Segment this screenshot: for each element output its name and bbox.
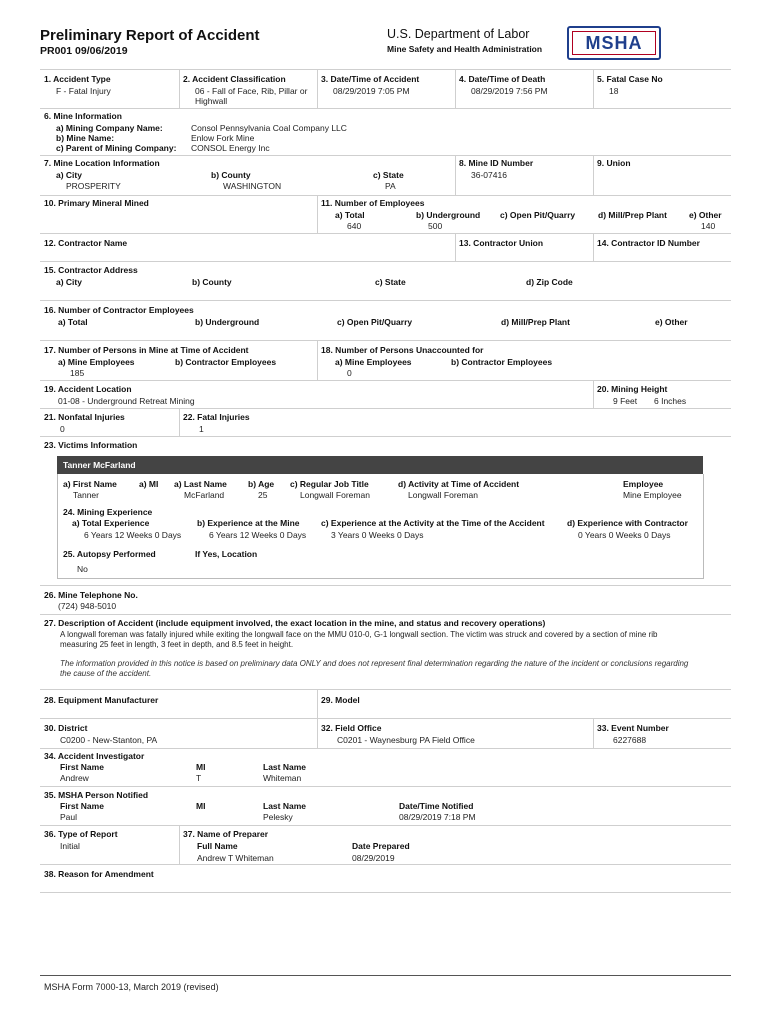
f15-a: a) City	[56, 277, 82, 287]
f35-label: 35. MSHA Person Notified	[44, 790, 149, 800]
f1-label: 1. Accident Type	[44, 74, 111, 84]
f11-e-label: e) Other	[689, 210, 722, 220]
f11-e-value: 140	[701, 221, 716, 231]
victim-first: Tanner	[73, 490, 99, 500]
f6-a-value: Consol Pennsylvania Coal Company LLC	[191, 123, 347, 133]
f17-a-label: a) Mine Employees	[58, 357, 135, 367]
f35-first: Paul	[60, 812, 78, 822]
f6-b-value: Enlow Fork Mine	[191, 133, 255, 143]
f35-dt: 08/29/2019 7:18 PM	[399, 812, 476, 822]
f19-label: 19. Accident Location	[44, 384, 132, 394]
f27-line1: A longwall foreman was fatally injured while exiting the longwall face on the MMU 010-0, G-1 longwall section. The victim was struck and covered by a section of mine rib	[60, 630, 658, 639]
f18-b-label: b) Contractor Employees	[451, 357, 553, 367]
f38-label: 38. Reason for Amendment	[44, 869, 154, 879]
f28-label: 28. Equipment Manufacturer	[44, 695, 159, 705]
victim-emp-label: Employee	[623, 479, 664, 489]
f27-note1: The information provided in this notice is based on preliminary data ONLY and does not represent final determination regarding the nature of the incident or conclusions regarding	[60, 659, 689, 668]
f15-b: b) County	[192, 277, 232, 287]
f34-mi: T	[196, 773, 202, 783]
f24-label: 24. Mining Experience	[63, 507, 153, 517]
f30-label: 30. District	[44, 723, 88, 733]
f36-value: Initial	[60, 841, 80, 851]
f16-b: b) Underground	[195, 317, 260, 327]
agency-name: Mine Safety and Health Administration	[387, 44, 543, 54]
f33-label: 33. Event Number	[597, 723, 669, 733]
victim-age: 25	[258, 490, 268, 500]
f7-a-value: PROSPERITY	[66, 181, 121, 191]
f20-feet: 9 Feet	[613, 396, 638, 406]
f22-value: 1	[199, 424, 204, 434]
f13-label: 13. Contractor Union	[459, 238, 544, 248]
f1-value: F - Fatal Injury	[56, 86, 111, 96]
report-id: PR001 09/06/2019	[40, 45, 128, 57]
f34-last: Whiteman	[263, 773, 302, 783]
f11-b-value: 500	[428, 221, 443, 231]
f27-line2: measuring 25 feet in length, 3 feet in depth, and 8.5 feet in height.	[60, 640, 294, 649]
f35-last: Pelesky	[263, 812, 293, 822]
f15-label: 15. Contractor Address	[44, 265, 138, 275]
f11-c-label: c) Open Pit/Quarry	[500, 210, 576, 220]
f34-mi-label: MI	[196, 762, 206, 772]
divider	[40, 69, 731, 70]
f24-d-label: d) Experience with Contractor	[567, 518, 688, 528]
f37-date-label: Date Prepared	[352, 841, 410, 851]
f22-label: 22. Fatal Injuries	[183, 412, 250, 422]
msha-logo: MSHA	[567, 26, 661, 60]
f20-inches: 6 Inches	[654, 396, 687, 406]
f12-label: 12. Contractor Name	[44, 238, 128, 248]
f16-d: d) Mill/Prep Plant	[501, 317, 570, 327]
f36-label: 36. Type of Report	[44, 829, 118, 839]
f6-a-label: a) Mining Company Name:	[56, 123, 163, 133]
f25-ifyes-label: If Yes, Location	[195, 549, 258, 559]
f24-b-label: b) Experience at the Mine	[197, 518, 300, 528]
f15-c: c) State	[375, 277, 406, 287]
f11-label: 11. Number of Employees	[321, 198, 425, 208]
f32-label: 32. Field Office	[321, 723, 382, 733]
victim-age-label: b) Age	[248, 479, 275, 489]
f21-label: 21. Nonfatal Injuries	[44, 412, 125, 422]
f6-c-value: CONSOL Energy Inc	[191, 143, 270, 153]
f14-label: 14. Contractor ID Number	[597, 238, 700, 248]
victim-job-label: c) Regular Job Title	[290, 479, 369, 489]
f20-label: 20. Mining Height	[597, 384, 668, 394]
f33-value: 6227688	[613, 735, 647, 745]
f11-a-value: 640	[347, 221, 362, 231]
f24-a-value: 6 Years 12 Weeks 0 Days	[84, 530, 182, 540]
f34-label: 34. Accident Investigator	[44, 751, 145, 761]
victim-first-label: a) First Name	[63, 479, 117, 489]
f35-mi-label: MI	[196, 801, 206, 811]
f7-a-label: a) City	[56, 170, 82, 180]
victim-job: Longwall Foreman	[300, 490, 370, 500]
f16-e: e) Other	[655, 317, 688, 327]
f34-last-label: Last Name	[263, 762, 306, 772]
f23-label: 23. Victims Information	[44, 440, 138, 450]
form-footer: MSHA Form 7000-13, March 2019 (revised)	[44, 982, 219, 992]
f24-d-value: 0 Years 0 Weeks 0 Days	[578, 530, 671, 540]
f4-label: 4. Date/Time of Death	[459, 74, 546, 84]
victim-header: Tanner McFarland	[57, 456, 703, 474]
f7-b-value: WASHINGTON	[223, 181, 282, 191]
victim-last-label: a) Last Name	[174, 479, 227, 489]
f29-label: 29. Model	[321, 695, 360, 705]
f24-c-label: c) Experience at the Activity at the Time of the Accident	[321, 518, 545, 528]
victim-emp: Mine Employee	[623, 490, 682, 500]
page-title: Preliminary Report of Accident	[40, 27, 260, 44]
f3-label: 3. Date/Time of Accident	[321, 74, 420, 84]
f24-b-value: 6 Years 12 Weeks 0 Days	[209, 530, 307, 540]
f24-a-label: a) Total Experience	[72, 518, 150, 528]
f32-value: C0201 - Waynesburg PA Field Office	[337, 735, 475, 745]
f11-b-label: b) Underground	[416, 210, 481, 220]
f7-label: 7. Mine Location Information	[44, 158, 160, 168]
f8-value: 36-07416	[471, 170, 507, 180]
f35-dt-label: Date/Time Notified	[399, 801, 474, 811]
f16-a: a) Total	[58, 317, 88, 327]
f18-label: 18. Number of Persons Unaccounted for	[321, 345, 484, 355]
f18-a-label: a) Mine Employees	[335, 357, 412, 367]
f4-value: 08/29/2019 7:56 PM	[471, 86, 548, 96]
f2-value-2: Highwall	[195, 96, 228, 106]
f25-value: No	[77, 564, 88, 574]
f6-c-label: c) Parent of Mining Company:	[56, 143, 177, 153]
victim-mi-label: a) MI	[139, 479, 159, 489]
f37-full-label: Full Name	[197, 841, 238, 851]
f11-a-label: a) Total	[335, 210, 365, 220]
f34-first-label: First Name	[60, 762, 104, 772]
f37-full: Andrew T Whiteman	[197, 853, 274, 863]
f24-c-value: 3 Years 0 Weeks 0 Days	[331, 530, 424, 540]
f2-value-1: 06 - Fall of Face, Rib, Pillar or	[195, 86, 308, 96]
f17-label: 17. Number of Persons in Mine at Time of Accident	[44, 345, 249, 355]
f16-label: 16. Number of Contractor Employees	[44, 305, 194, 315]
f27-note2: the cause of the accident.	[60, 669, 152, 678]
dept-name: U.S. Department of Labor	[387, 27, 530, 41]
f8-label: 8. Mine ID Number	[459, 158, 534, 168]
f18-a-value: 0	[347, 368, 352, 378]
f6-b-label: b) Mine Name:	[56, 133, 115, 143]
victim-activity: Longwall Foreman	[408, 490, 478, 500]
f37-label: 37. Name of Preparer	[183, 829, 269, 839]
f5-value: 18	[609, 86, 619, 96]
f3-value: 08/29/2019 7:05 PM	[333, 86, 410, 96]
f34-first: Andrew	[60, 773, 89, 783]
f2-label: 2. Accident Classification	[183, 74, 286, 84]
f9-label: 9. Union	[597, 158, 631, 168]
f30-value: C0200 - New-Stanton, PA	[60, 735, 158, 745]
f21-value: 0	[60, 424, 65, 434]
f25-label: 25. Autopsy Performed	[63, 549, 156, 559]
f7-b-label: b) County	[211, 170, 251, 180]
f17-a-value: 185	[70, 368, 85, 378]
f16-c: c) Open Pit/Quarry	[337, 317, 413, 327]
f35-last-label: Last Name	[263, 801, 306, 811]
f19-value: 01-08 - Underground Retreat Mining	[58, 396, 195, 406]
f26-value: (724) 948-5010	[58, 601, 117, 611]
victim-last: McFarland	[184, 490, 225, 500]
f26-label: 26. Mine Telephone No.	[44, 590, 138, 600]
f5-label: 5. Fatal Case No	[597, 74, 663, 84]
victim-activity-label: d) Activity at Time of Accident	[398, 479, 520, 489]
f7-c-value: PA	[385, 181, 396, 191]
f10-label: 10. Primary Mineral Mined	[44, 198, 149, 208]
f35-first-label: First Name	[60, 801, 104, 811]
f11-d-label: d) Mill/Prep Plant	[598, 210, 667, 220]
f37-date: 08/29/2019	[352, 853, 395, 863]
f6-label: 6. Mine Information	[44, 111, 122, 121]
f7-c-label: c) State	[373, 170, 404, 180]
f27-label: 27. Description of Accident (include equipment involved, the exact location in the mine, and status and recovery operations)	[44, 618, 546, 628]
f15-d: d) Zip Code	[526, 277, 573, 287]
f17-b-label: b) Contractor Employees	[175, 357, 277, 367]
